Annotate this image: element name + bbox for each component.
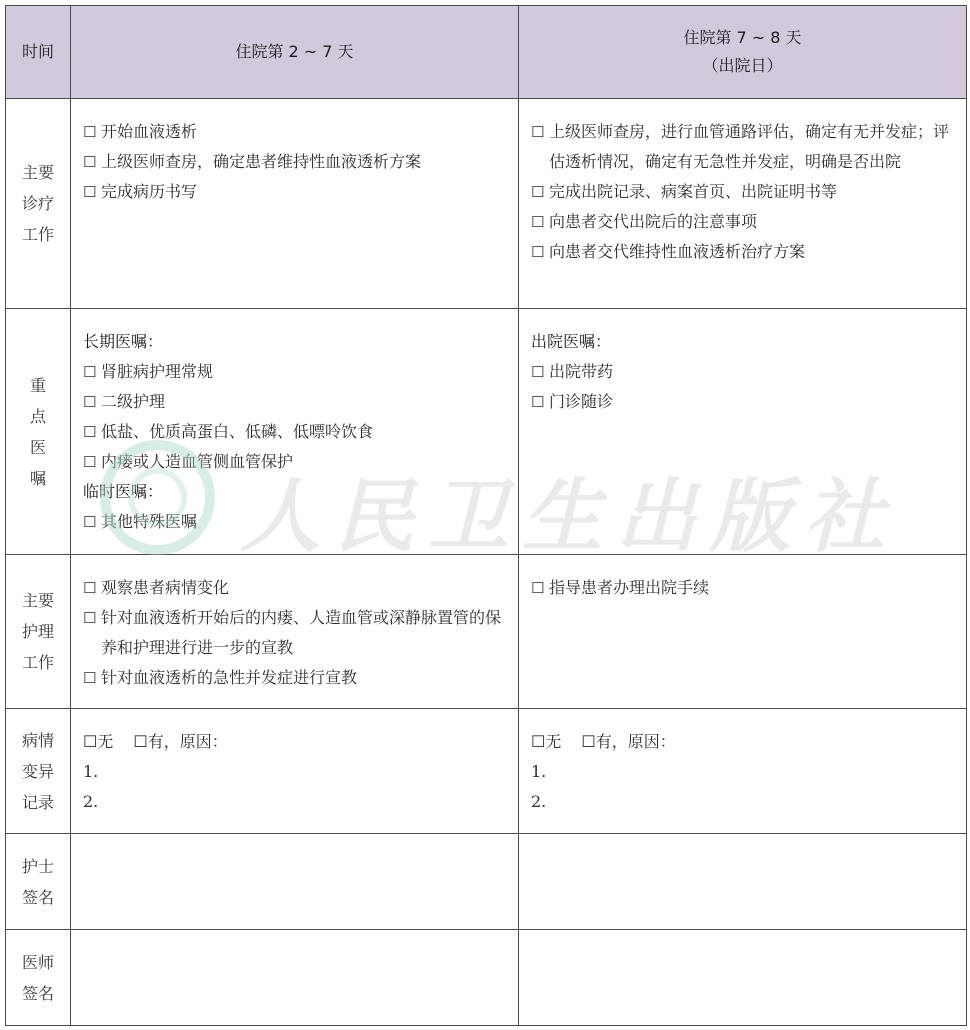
- variation-label-line: 记录: [21, 792, 54, 812]
- variation-option-yes[interactable]: [133, 732, 227, 751]
- doctor-sign-label-line: 签名: [21, 983, 54, 1003]
- temporary-orders-heading: 临时医嘱：: [83, 482, 164, 501]
- checkbox-icon[interactable]: ☐: [531, 363, 545, 381]
- variation-col1: [71, 709, 519, 834]
- doctor-sign-label-line: 医师: [21, 952, 54, 972]
- variation-col2: [519, 709, 967, 834]
- diagnosis-label-line: 工作: [21, 225, 54, 244]
- checklist-item-text: 开始血液透析: [101, 122, 198, 141]
- orders-row: [6, 309, 967, 555]
- diagnosis-col1: [71, 99, 519, 309]
- checklist-item-text: 二级护理: [101, 392, 166, 411]
- checkbox-icon[interactable]: ☐: [83, 609, 97, 627]
- nurse-sign-col2[interactable]: [519, 834, 967, 930]
- checkbox-icon[interactable]: ☐: [83, 579, 97, 597]
- diagnosis-label-line: 诊疗: [21, 194, 54, 213]
- variation-option-none[interactable]: [531, 732, 561, 751]
- nursing-label-line: 护理: [21, 622, 54, 641]
- long-term-orders-heading: 长期医嘱：: [83, 332, 164, 351]
- checklist-item[interactable]: [83, 387, 508, 417]
- checkbox-icon[interactable]: ☐: [83, 513, 97, 531]
- nursing-label-line: 主要: [21, 591, 54, 610]
- checklist-item-text: 其他特殊医嘱: [101, 512, 198, 531]
- header-col2-line2: （出院日）: [702, 56, 783, 75]
- nursing-label: [6, 555, 71, 709]
- variation-row: [6, 709, 967, 834]
- diagnosis-col2: [519, 99, 967, 309]
- reason-line-2[interactable]: 2.: [531, 792, 547, 811]
- variation-label: [6, 709, 71, 834]
- checklist-item[interactable]: [531, 387, 956, 417]
- diagnosis-label: [6, 99, 71, 309]
- checkbox-icon[interactable]: ☐: [581, 732, 596, 751]
- checkbox-icon[interactable]: ☐: [531, 243, 545, 261]
- checklist-item[interactable]: [83, 417, 508, 447]
- checklist-item[interactable]: [83, 663, 508, 693]
- header-time-label: 时间: [21, 42, 54, 61]
- checklist-item-text: 肾脏病护理常规: [101, 362, 214, 381]
- checklist-item[interactable]: [531, 237, 956, 267]
- checkbox-icon[interactable]: ☐: [83, 183, 97, 201]
- reason-line-1[interactable]: 1.: [531, 762, 547, 781]
- variation-label-line: 变异: [21, 761, 54, 781]
- nursing-label-line: 工作: [21, 653, 54, 672]
- checkbox-icon[interactable]: ☐: [83, 732, 98, 751]
- orders-label-line: 点: [29, 406, 46, 426]
- nurse-sign-label: [6, 834, 71, 930]
- variation-option-yes[interactable]: [581, 732, 675, 751]
- checklist-item-text: 出院带药: [549, 362, 614, 381]
- option-yes-text: 有，原因：: [595, 732, 676, 751]
- doctor-sign-col2[interactable]: [519, 930, 967, 1026]
- checklist-item[interactable]: [531, 117, 956, 177]
- checklist-item-text: 指导患者办理出院手续: [549, 578, 710, 597]
- diagnosis-row: [6, 99, 967, 309]
- checkbox-icon[interactable]: ☐: [531, 393, 545, 411]
- checklist-item[interactable]: [83, 573, 508, 603]
- checkbox-icon[interactable]: ☐: [83, 123, 97, 141]
- orders-label-line: 嘱: [29, 468, 46, 488]
- checklist-item[interactable]: [531, 177, 956, 207]
- checklist-item[interactable]: [83, 507, 508, 537]
- header-row: [6, 6, 967, 99]
- variation-label-line: 病情: [21, 730, 54, 750]
- checklist-item-text: 完成病历书写: [101, 182, 198, 201]
- checklist-item[interactable]: [83, 117, 508, 147]
- nurse-sign-row: [6, 834, 967, 930]
- nurse-sign-col1[interactable]: [71, 834, 519, 930]
- orders-label-line: 医: [29, 437, 46, 457]
- checkbox-icon[interactable]: ☐: [83, 453, 97, 471]
- checklist-item-text: 上级医师查房，确定患者维持性血液透析方案: [101, 152, 422, 171]
- checkbox-icon[interactable]: ☐: [531, 123, 545, 141]
- header-time: [6, 6, 71, 99]
- checkbox-icon[interactable]: ☐: [83, 423, 97, 441]
- orders-label-line: 重: [29, 375, 46, 395]
- checklist-item-text: 完成出院记录、病案首页、出院证明书等: [549, 182, 838, 201]
- reason-line-2[interactable]: 2.: [83, 792, 99, 811]
- doctor-sign-label: [6, 930, 71, 1026]
- header-col2-line1: 住院第 7 ~ 8 天: [683, 28, 802, 47]
- orders-label: [6, 309, 71, 555]
- checkbox-icon[interactable]: ☐: [83, 669, 97, 687]
- option-none-text: 无: [97, 732, 114, 751]
- header-col1: [71, 6, 519, 99]
- checkbox-icon[interactable]: ☐: [531, 213, 545, 231]
- doctor-sign-col1[interactable]: [71, 930, 519, 1026]
- nurse-sign-label-line: 护士: [21, 856, 54, 876]
- checkbox-icon[interactable]: ☐: [83, 153, 97, 171]
- checkbox-icon[interactable]: ☐: [133, 732, 148, 751]
- checkbox-icon[interactable]: ☐: [531, 732, 546, 751]
- checklist-item[interactable]: [83, 357, 508, 387]
- checklist-item[interactable]: [83, 147, 508, 177]
- checklist-item-text: 低盐、优质高蛋白、低磷、低嘌呤饮食: [101, 422, 374, 441]
- discharge-orders-heading: 出院医嘱：: [531, 332, 612, 351]
- checklist-item-text: 向患者交代出院后的注意事项: [549, 212, 758, 231]
- header-col1-label: 住院第 2 ~ 7 天: [235, 42, 354, 61]
- clinical-pathway-table: [5, 5, 967, 1026]
- checkbox-icon[interactable]: ☐: [83, 363, 97, 381]
- option-yes-text: 有，原因：: [147, 732, 228, 751]
- orders-col1: [71, 309, 519, 555]
- checklist-item[interactable]: [531, 207, 956, 237]
- checkbox-icon[interactable]: ☐: [531, 183, 545, 201]
- checklist-item[interactable]: [83, 177, 508, 207]
- checklist-item-text: 针对血液透析的急性并发症进行宣教: [101, 668, 358, 687]
- nurse-sign-label-line: 签名: [21, 887, 54, 907]
- checklist-item[interactable]: [83, 447, 508, 477]
- watermark-text: 人民卫生出版社: [240, 469, 898, 563]
- checklist-item-text: 门诊随诊: [549, 392, 614, 411]
- nursing-row: [6, 555, 967, 709]
- checklist-item[interactable]: [531, 573, 956, 603]
- variation-options: [531, 727, 956, 757]
- nursing-col2: [519, 555, 967, 709]
- checklist-item-text: 上级医师查房，进行血管通路评估，确定有无并发症；评估透析情况，确定有无急性并发症，明确是否出院: [549, 122, 950, 171]
- checklist-item-text: 向患者交代维持性血液透析治疗方案: [549, 242, 806, 261]
- variation-options: [83, 727, 508, 757]
- checklist-item[interactable]: [531, 357, 956, 387]
- checkbox-icon[interactable]: ☐: [531, 579, 545, 597]
- doctor-sign-row: [6, 930, 967, 1026]
- diagnosis-label-line: 主要: [21, 163, 54, 182]
- checklist-item-text: 针对血液透析开始后的内瘘、人造血管或深静脉置管的保养和护理进行进一步的宣教: [101, 608, 502, 657]
- nursing-col1: [71, 555, 519, 709]
- checklist-item[interactable]: [83, 603, 508, 663]
- variation-option-none[interactable]: [83, 732, 113, 751]
- orders-col2: [519, 309, 967, 555]
- option-none-text: 无: [545, 732, 562, 751]
- checklist-item-text: 观察患者病情变化: [101, 578, 230, 597]
- checkbox-icon[interactable]: ☐: [83, 393, 97, 411]
- reason-line-1[interactable]: 1.: [83, 762, 99, 781]
- checklist-item-text: 内瘘或人造血管侧血管保护: [101, 452, 294, 471]
- header-col2: [519, 6, 967, 99]
